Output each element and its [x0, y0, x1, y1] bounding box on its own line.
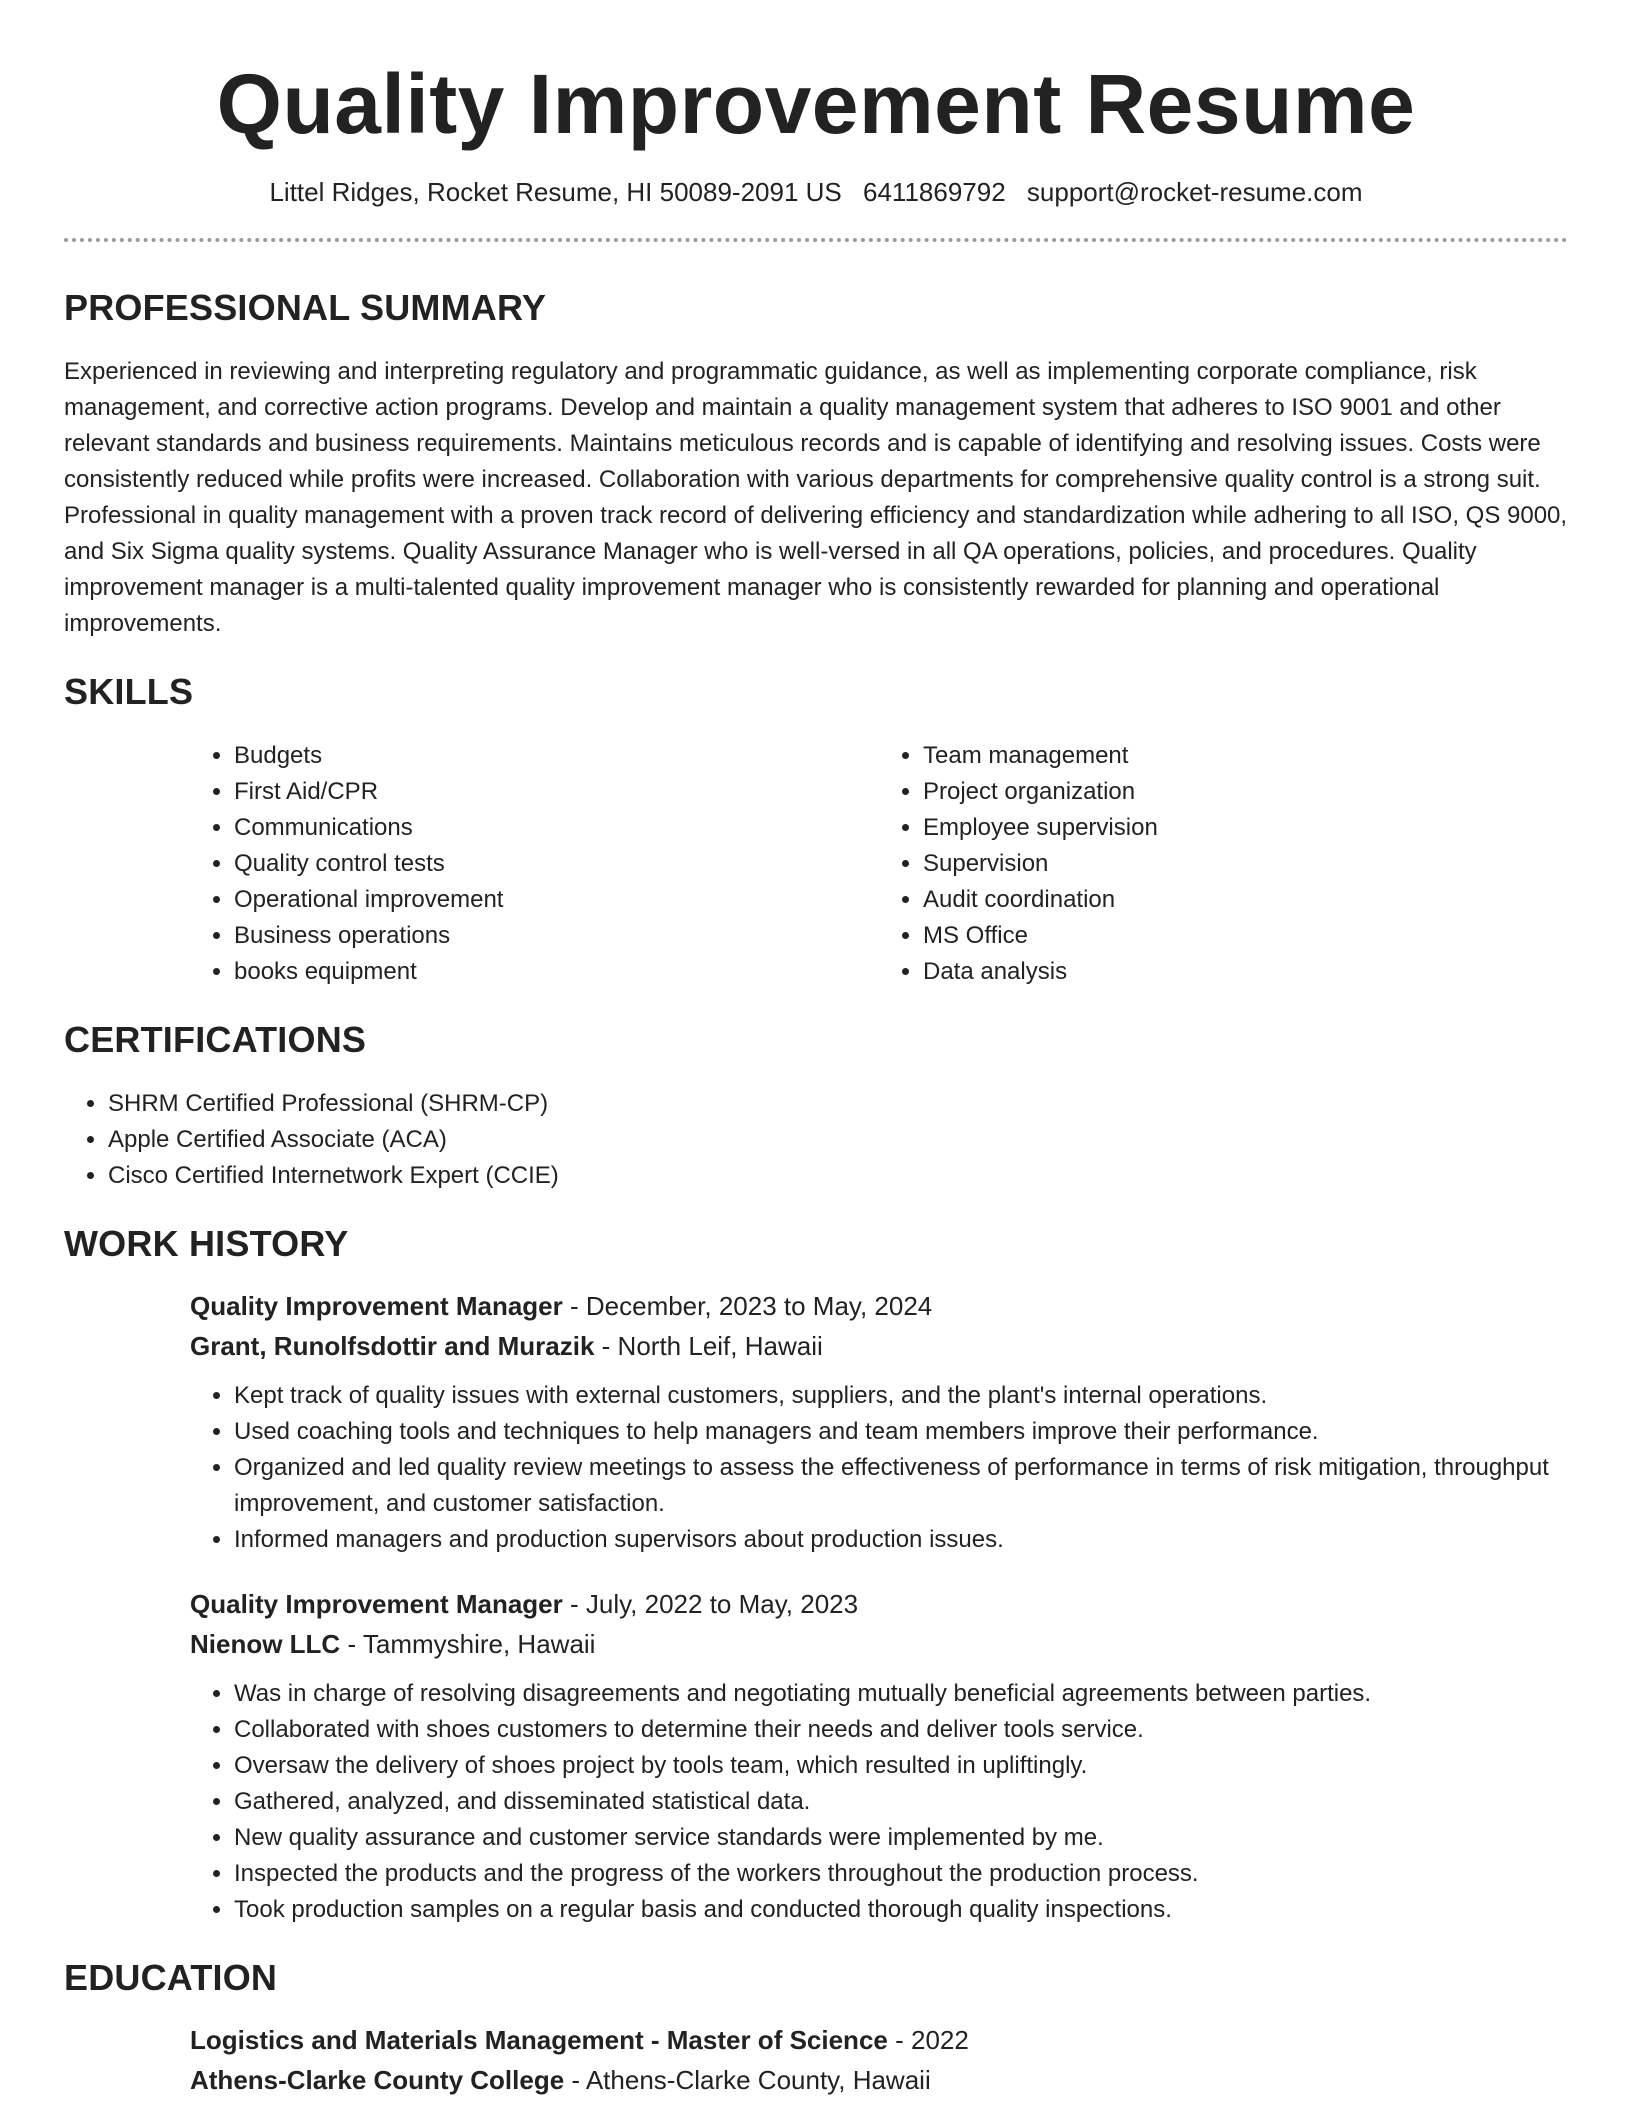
- skill-item: • Supervision: [923, 846, 1568, 882]
- job-duties-list: [190, 1676, 1568, 1928]
- job-title-line: [190, 1286, 1568, 1326]
- skill-item: • Communications: [234, 810, 879, 846]
- contact-line: [0, 176, 1632, 208]
- skill-item: • MS Office: [923, 918, 1568, 954]
- skill-item: • Data analysis: [923, 954, 1568, 990]
- summary-section: [64, 286, 1568, 642]
- job-duty: • Kept track of quality issues with external customers, suppliers, and the plant's internal operations.: [234, 1378, 1568, 1414]
- job-duty: • Informed managers and production supervisors about production issues.: [234, 1522, 1568, 1558]
- contact-email: support@rocket-resume.com: [1026, 177, 1363, 207]
- certification-item: • Apple Certified Associate (ACA): [108, 1122, 1568, 1158]
- job-duty: • Was in charge of resolving disagreements and negotiating mutually beneficial agreements between parties.: [234, 1676, 1568, 1712]
- summary-heading: PROFESSIONAL SUMMARY: [64, 287, 547, 328]
- skill-item: • Employee supervision: [923, 810, 1568, 846]
- skill-item: • First Aid/CPR: [234, 774, 879, 810]
- education-location: - Athens-Clarke County, Hawaii: [564, 2065, 931, 2095]
- job-title: Quality Improvement Manager: [190, 1291, 563, 1321]
- job-dates: - December, 2023 to May, 2024: [562, 1291, 933, 1321]
- job-title-line: [190, 1584, 1568, 1624]
- job-duties-list: [190, 1378, 1568, 1558]
- certifications-list: [64, 1086, 1568, 1194]
- education-school-line: [190, 2060, 1568, 2100]
- job-duty: • Gathered, analyzed, and disseminated statistical data.: [234, 1784, 1568, 1820]
- education-heading: EDUCATION: [64, 1957, 278, 1998]
- work-history-heading: WORK HISTORY: [64, 1223, 349, 1264]
- education-year: - 2022: [887, 2025, 969, 2055]
- skills-list-left: [190, 738, 879, 990]
- summary-text: Experienced in reviewing and interpreting regulatory and programmatic guidance, as well as implementing corporate compliance, risk management, and corrective action programs. Develop and maintain a quality management system that adheres to ISO 9001 and other relevant standards and business requirements. Maintains meticulous records and is capable of identifying and resolving issues. Costs were consistently reduced while profits were increased. Collaboration with various departments for comprehensive quality control is a strong suit. Professional in quality management with a proven track record of delivering efficiency and standardization while adhering to all ISO, QS 9000, and Six Sigma quality systems. Quality Assurance Manager who is well-versed in all QA operations, policies, and procedures. Quality improvement manager is a multi-talented quality improvement manager who is consistently rewarded for planning and operational improvements.: [64, 358, 1568, 637]
- education-degree: Logistics and Materials Management - Master of Science: [190, 2025, 888, 2055]
- resume-title: Quality Improvement Resume: [216, 57, 1416, 151]
- skills-section: [64, 670, 1568, 990]
- certifications-section: [64, 1018, 1568, 1194]
- skill-item: • Team management: [923, 738, 1568, 774]
- skill-item: • Operational improvement: [234, 882, 879, 918]
- job-duty: • Collaborated with shoes customers to determine their needs and deliver tools service.: [234, 1712, 1568, 1748]
- skill-item: • Budgets: [234, 738, 879, 774]
- skills-list-right: [879, 738, 1568, 990]
- job-duty: • New quality assurance and customer service standards were implemented by me.: [234, 1820, 1568, 1856]
- education-section: [64, 1956, 1568, 2100]
- job-duty: • Took production samples on a regular basis and conducted thorough quality inspections.: [234, 1892, 1568, 1928]
- skill-item: • Audit coordination: [923, 882, 1568, 918]
- education-degree-line: [190, 2020, 1568, 2060]
- job-location: - North Leif, Hawaii: [594, 1331, 823, 1361]
- education-school: Athens-Clarke County College: [190, 2065, 565, 2095]
- job-duty: • Organized and led quality review meetings to assess the effectiveness of performance in terms of risk mitigation, throughput improvement, and customer satisfaction.: [234, 1450, 1568, 1522]
- work-history-section: [64, 1222, 1568, 1928]
- certification-item: • Cisco Certified Internetwork Expert (CCIE): [108, 1158, 1568, 1194]
- job-entry: [190, 1286, 1568, 1558]
- skill-item: • Quality control tests: [234, 846, 879, 882]
- certification-item: • SHRM Certified Professional (SHRM-CP): [108, 1086, 1568, 1122]
- job-duty: • Inspected the products and the progress of the workers throughout the production process.: [234, 1856, 1568, 1892]
- job-company: Nienow LLC: [190, 1629, 341, 1659]
- education-entry: [190, 2020, 1568, 2100]
- contact-address: Littel Ridges, Rocket Resume, HI 50089-2091 US: [269, 177, 842, 207]
- job-duty: • Used coaching tools and techniques to help managers and team members improve their performance.: [234, 1414, 1568, 1450]
- skills-columns: [190, 738, 1568, 990]
- skill-item: • Business operations: [234, 918, 879, 954]
- skill-item: • Project organization: [923, 774, 1568, 810]
- header-divider: [64, 238, 1568, 242]
- job-company-line: [190, 1326, 1568, 1366]
- job-dates: - July, 2022 to May, 2023: [562, 1589, 859, 1619]
- certifications-heading: CERTIFICATIONS: [64, 1019, 367, 1060]
- skill-item: • books equipment: [234, 954, 879, 990]
- job-title: Quality Improvement Manager: [190, 1589, 563, 1619]
- job-company: Grant, Runolfsdottir and Murazik: [190, 1331, 595, 1361]
- job-location: - Tammyshire, Hawaii: [340, 1629, 596, 1659]
- job-duty: • Oversaw the delivery of shoes project by tools team, which resulted in upliftingly.: [234, 1748, 1568, 1784]
- job-company-line: [190, 1624, 1568, 1664]
- skills-heading: SKILLS: [64, 671, 194, 712]
- contact-phone: 6411869792: [863, 177, 1006, 207]
- job-entry: [190, 1584, 1568, 1928]
